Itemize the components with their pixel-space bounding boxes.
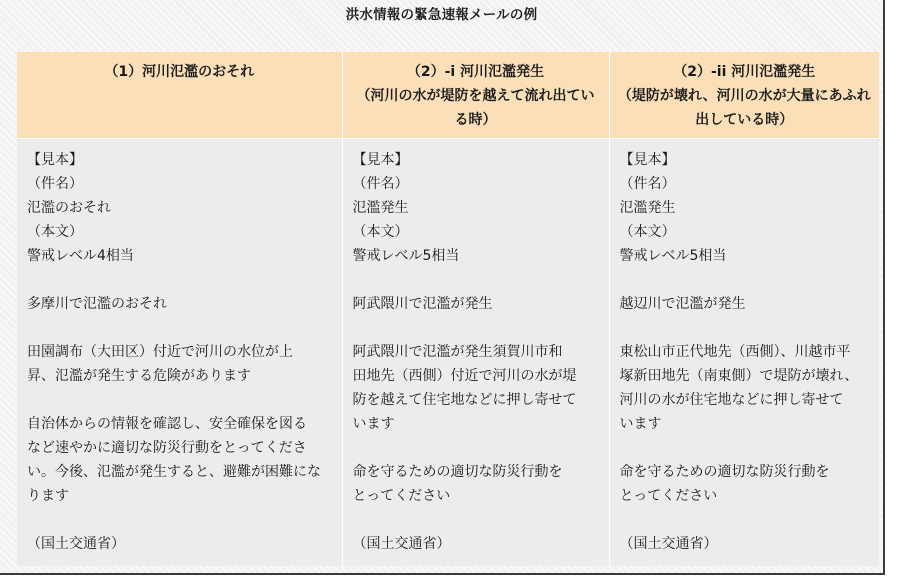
column-header-label: （2）-i 河川氾濫発生 [406, 64, 545, 80]
message-line: 東松山市正代地先（西側）、川越市平 [619, 343, 851, 360]
header-row [17, 52, 879, 138]
message-line [27, 508, 334, 532]
message-line: 警戒レベル4相当 [27, 247, 134, 264]
message-line: とってください [619, 487, 718, 504]
message-line: 阿武隈川で氾濫が発生須賀川市和 [352, 343, 563, 360]
message-line: ります [27, 487, 69, 504]
column-header-subtitle: （河川の水が堤防を越えて流れ出ている時） [356, 88, 595, 128]
column-header-2 [342, 52, 609, 138]
message-line: （件名） [619, 175, 676, 192]
message-line: （国土交通省） [619, 535, 718, 552]
message-line [620, 436, 872, 460]
message-line: 田地先（西側）付近で河川の水が堤 [352, 367, 577, 384]
column-header-subtitle: （堤防が壊れ、河川の水が大量にあふれ出している時） [617, 88, 871, 128]
message-line: 警戒レベル5相当 [352, 247, 460, 264]
message-line: います [619, 415, 662, 432]
column-header-1 [17, 52, 342, 138]
message-line: い。今後、氾濫が発生すると、避難が困難にな [27, 463, 321, 480]
message-line [620, 508, 872, 532]
column-header-3 [609, 52, 879, 138]
message-line: 【見本】 [27, 151, 83, 168]
message-line [27, 388, 334, 412]
body-row [17, 138, 879, 566]
message-line [353, 508, 601, 532]
message-line: 防を越えて住宅地などに押し寄せて [352, 391, 577, 408]
message-line [620, 268, 872, 292]
example-table [17, 52, 879, 566]
message-line: 越辺川で氾濫が発生 [619, 295, 746, 312]
message-line: 警戒レベル5相当 [619, 247, 727, 264]
message-line: 氾濫発生 [619, 199, 676, 216]
message-line: 【見本】 [619, 151, 676, 168]
message-line: 命を守るための適切な防災行動を [619, 463, 830, 480]
message-line: （国土交通省） [27, 535, 125, 552]
message-line: 阿武隈川で氾濫が発生 [352, 295, 493, 312]
message-sample-1 [17, 138, 342, 566]
page-title: 洪水情報の緊急速報メールの例 [345, 7, 538, 23]
message-line: （国土交通省） [352, 535, 451, 552]
message-line: 塚新田地先（南東側）で堤防が壊れ、 [619, 367, 859, 384]
message-line: 自治体からの情報を確認し、安全確保を図る [27, 415, 307, 432]
message-line: 多摩川で氾濫のおそれ [27, 295, 167, 312]
message-line: 氾濫のおそれ [27, 199, 111, 216]
message-line: （本文） [619, 223, 676, 240]
message-line: 田園調布（大田区）付近で河川の水位が上 [27, 343, 293, 360]
message-line: （件名） [352, 175, 409, 192]
message-sample-3 [609, 138, 879, 566]
message-line: 命を守るための適切な防災行動を [352, 463, 563, 480]
message-line: など速やかに適切な防災行動をとってくださ [27, 439, 307, 456]
message-line: 氾濫発生 [352, 199, 409, 216]
message-line: 昇、氾濫が発生する危険があります [27, 367, 251, 384]
message-line: います [352, 415, 395, 432]
message-line: 【見本】 [352, 151, 409, 168]
message-line [353, 436, 601, 460]
message-line [620, 316, 872, 340]
message-line: 河川の水が住宅地などに押し寄せて [619, 391, 844, 408]
message-line: とってください [352, 487, 451, 504]
column-header-label: （1）河川氾濫のおそれ [104, 64, 255, 80]
column-header-label: （2）-ii 河川氾濫発生 [673, 64, 816, 80]
message-line [353, 268, 601, 292]
message-line [27, 268, 334, 292]
message-line: （本文） [27, 223, 83, 240]
message-sample-2 [342, 138, 609, 566]
message-line [27, 316, 334, 340]
message-line: （本文） [352, 223, 409, 240]
message-line [353, 316, 601, 340]
message-line: （件名） [27, 175, 83, 192]
